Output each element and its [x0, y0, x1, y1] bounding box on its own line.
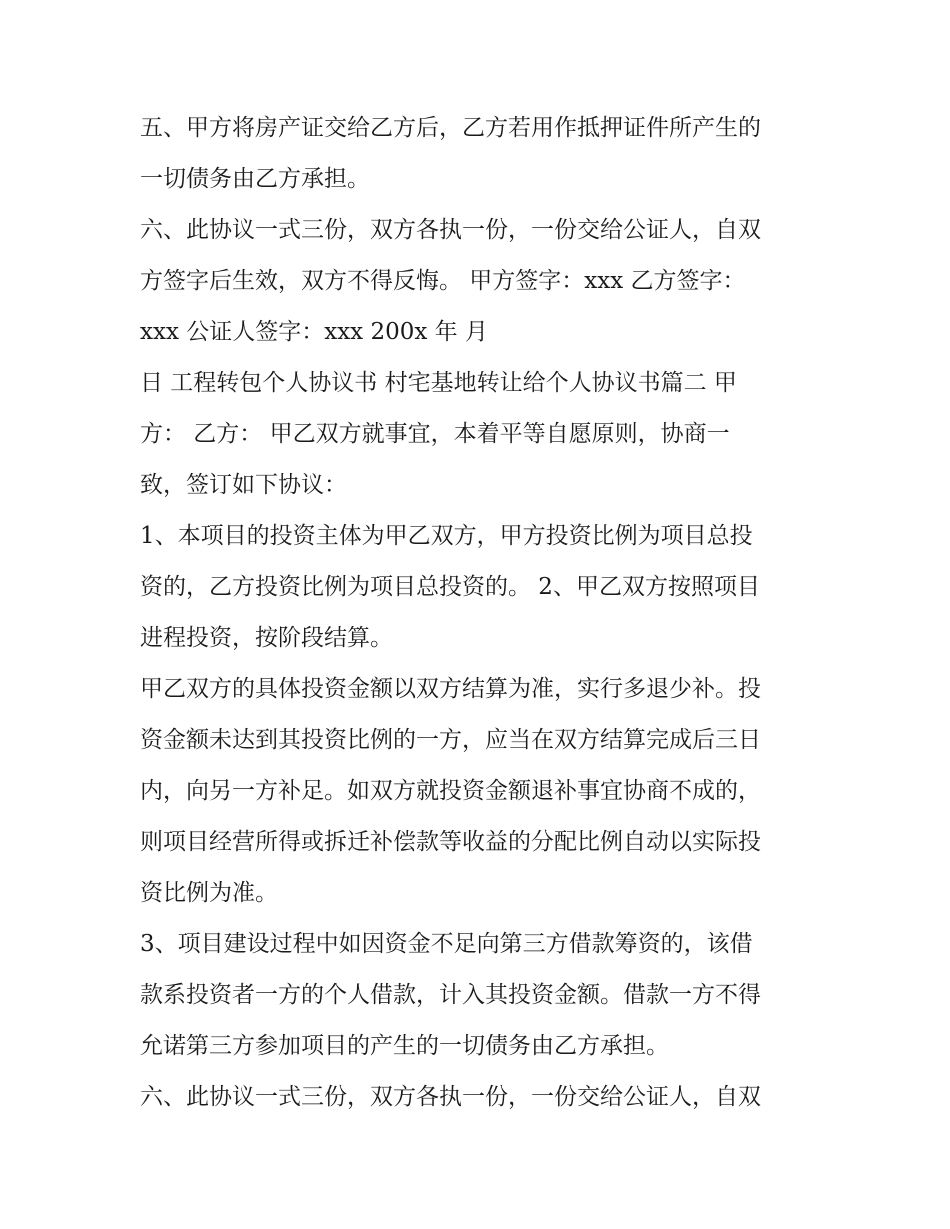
text-line: 日 工程转包个人协议书 村宅基地转让给个人协议书篇二 甲	[140, 370, 737, 396]
text-line: 3、项目建设过程中如因资金不足向第三方借款筹资的，该借	[140, 931, 753, 957]
text-line: 六、此协议一式三份，双方各执一份，一份交给公证人，自双	[140, 217, 761, 243]
text-line: 进程投资，按阶段结算。	[140, 625, 393, 651]
text-line: 方签字后生效，双方不得反悔。 甲方签字：xxx 乙方签字：	[140, 268, 746, 294]
text-line: 则项目经营所得或拆迁补偿款等收益的分配比例自动以实际投	[140, 829, 761, 855]
text-line: 一切债务由乙方承担。	[140, 166, 370, 192]
text-line: 内，向另一方补足。如双方就投资金额退补事宜协商不成的，	[140, 778, 761, 804]
text-line: 方： 乙方： 甲乙双方就事宜，本着平等自愿原则，协商一	[140, 421, 730, 447]
document-body	[140, 103, 830, 1123]
text-line: 允诺第三方参加项目的产生的一切债务由乙方承担。	[140, 1033, 669, 1059]
text-line: 六、此协议一式三份，双方各执一份，一份交给公证人，自双	[140, 1084, 761, 1110]
text-line: 五、甲方将房产证交给乙方后，乙方若用作抵押证件所产生的	[140, 115, 761, 141]
text-line: 款系投资者一方的个人借款，计入其投资金额。借款一方不得	[140, 982, 761, 1008]
text-line: 资比例为准。	[140, 880, 278, 906]
text-line: 甲乙双方的具体投资金额以双方结算为准，实行多退少补。投	[140, 676, 761, 702]
text-line: xxx 公证人签字：xxx 200x 年 月	[140, 319, 488, 345]
text-line: 致，签订如下协议：	[140, 472, 347, 498]
text-line: 1、本项目的投资主体为甲乙双方，甲方投资比例为项目总投	[140, 523, 753, 549]
text-line: 资金额未达到其投资比例的一方，应当在双方结算完成后三日	[140, 727, 761, 753]
text-line: 资的，乙方投资比例为项目总投资的。 2、甲乙双方按照项目	[140, 574, 760, 600]
